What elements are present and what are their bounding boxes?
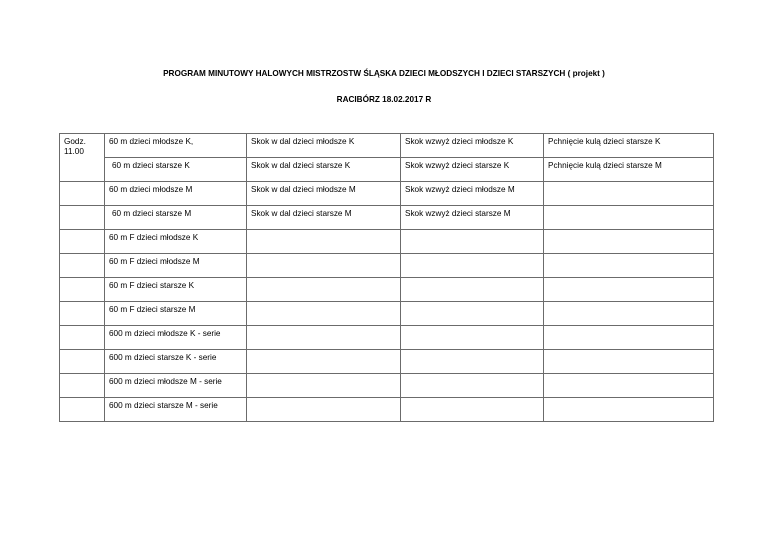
table-cell (105, 398, 247, 422)
table-cell (60, 182, 105, 206)
table-row (60, 182, 714, 206)
table-cell (401, 206, 544, 230)
table-cell (544, 326, 714, 350)
cell-text: Skok w dal dzieci starsze K (251, 161, 351, 170)
cell-text: 600 m dzieci starsze K - serie (109, 353, 217, 362)
cell-text: 60 m F dzieci młodsze K (109, 233, 199, 242)
table-cell (105, 326, 247, 350)
table-cell (105, 350, 247, 374)
table-cell (60, 326, 105, 350)
table-cell (105, 230, 247, 254)
cell-text: 60 m F dzieci młodsze M (109, 257, 200, 266)
table-cell (544, 254, 714, 278)
table-row (60, 326, 714, 350)
table-cell (105, 278, 247, 302)
table-cell (60, 398, 105, 422)
table-cell (105, 206, 247, 230)
cell-text: 600 m dzieci młodsze M - serie (109, 377, 222, 386)
table-cell (544, 350, 714, 374)
cell-text: 60 m dzieci młodsze M (109, 185, 193, 194)
cell-text (548, 206, 709, 209)
table-row (60, 230, 714, 254)
time-value: 11.00 (64, 147, 84, 156)
cell-text: 60 m dzieci starsze K (112, 161, 190, 170)
table-row (60, 278, 714, 302)
table-cell (105, 134, 247, 158)
table-cell (247, 254, 401, 278)
table-cell (105, 374, 247, 398)
table-cell (401, 182, 544, 206)
table-cell (60, 206, 105, 230)
table-cell (401, 302, 544, 326)
table-cell (401, 350, 544, 374)
table-cell (105, 302, 247, 326)
cell-text (548, 182, 709, 185)
table-cell (544, 134, 714, 158)
cell-text: Skok wzwyż dzieci starsze M (405, 209, 511, 218)
table-cell (544, 398, 714, 422)
table-cell (544, 230, 714, 254)
cell-text: Skok w dal dzieci młodsze M (251, 185, 356, 194)
cell-text: 60 m F dzieci starsze M (109, 305, 196, 314)
table-row (60, 254, 714, 278)
table-cell (401, 374, 544, 398)
table-row (60, 134, 714, 158)
table-cell (60, 278, 105, 302)
table-cell (544, 374, 714, 398)
cell-text: Pchnięcie kulą dzieci starsze K (548, 137, 661, 146)
table-cell (401, 398, 544, 422)
table-cell (247, 158, 401, 182)
table-cell (544, 206, 714, 230)
table-row (60, 158, 714, 182)
table-row (60, 206, 714, 230)
table-cell (401, 230, 544, 254)
cell-text: Skok w dal dzieci młodsze K (251, 137, 355, 146)
table-row (60, 302, 714, 326)
table-cell (60, 254, 105, 278)
table-cell (544, 182, 714, 206)
table-cell (105, 182, 247, 206)
table-cell (60, 374, 105, 398)
time-cell (60, 134, 105, 182)
table-cell (247, 230, 401, 254)
table-cell (247, 182, 401, 206)
cell-text: Skok wzwyż dzieci młodsze K (405, 137, 514, 146)
table-row (60, 398, 714, 422)
table-cell (544, 158, 714, 182)
table-cell (247, 206, 401, 230)
table-row (60, 350, 714, 374)
table-cell (401, 254, 544, 278)
cell-text: 60 m dzieci młodsze K, (109, 137, 194, 146)
table-cell (401, 134, 544, 158)
cell-text: Skok wzwyż dzieci młodsze M (405, 185, 515, 194)
table-cell (247, 134, 401, 158)
table-cell (247, 326, 401, 350)
cell-text: Skok w dal dzieci starsze M (251, 209, 352, 218)
document-title: PROGRAM MINUTOWY HALOWYCH MISTRZOSTW ŚLĄSKA DZIECI MŁODSZYCH I DZIECI STARSZYCH ( projekt ) (163, 69, 605, 78)
cell-text: 60 m dzieci starsze M (112, 209, 192, 218)
schedule-table (59, 133, 714, 422)
time-label: Godz. (64, 137, 86, 146)
cell-text: 60 m F dzieci starsze K (109, 281, 195, 290)
schedule-body (60, 134, 714, 422)
table-cell (544, 278, 714, 302)
document-subtitle: RACIBÓRZ 18.02.2017 R (336, 95, 432, 104)
table-cell (105, 158, 247, 182)
table-cell (105, 254, 247, 278)
table-cell (247, 398, 401, 422)
table-row (60, 374, 714, 398)
table-cell (401, 158, 544, 182)
table-cell (60, 302, 105, 326)
table-cell (60, 230, 105, 254)
table-cell (247, 374, 401, 398)
table-cell (544, 302, 714, 326)
table-cell (401, 326, 544, 350)
cell-text: Skok wzwyż dzieci starsze K (405, 161, 510, 170)
table-cell (247, 278, 401, 302)
cell-text: 600 m dzieci starsze M - serie (109, 401, 218, 410)
cell-text: Pchnięcie kulą dzieci starsze M (548, 161, 662, 170)
table-cell (401, 278, 544, 302)
table-cell (247, 350, 401, 374)
table-cell (247, 302, 401, 326)
table-cell (60, 350, 105, 374)
cell-text: 600 m dzieci młodsze K - serie (109, 329, 221, 338)
